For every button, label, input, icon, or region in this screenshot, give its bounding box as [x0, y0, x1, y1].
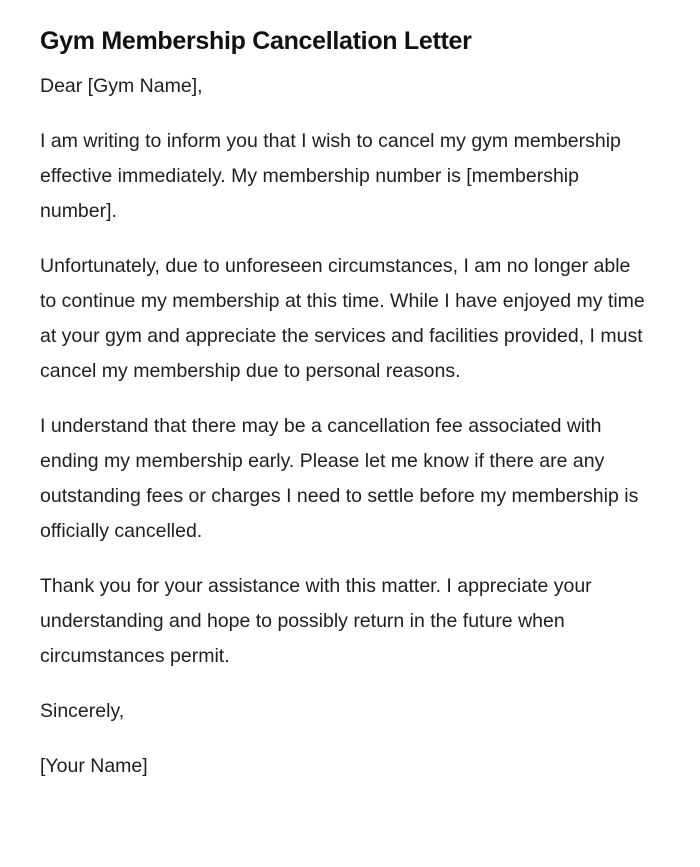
letter-salutation: Dear [Gym Name],	[40, 75, 203, 97]
letter-paragraph-1: I am writing to inform you that I wish to cancel my gym membership effective immediately. My membership number is [membership number].	[40, 130, 621, 222]
letter-paragraph-2: Unfortunately, due to unforeseen circumstances, I am no longer able to continue my membership at this time. While I have enjoyed my time at your gym and appreciate the services and facilities provided, I must cancel my membership due to personal reasons.	[40, 255, 645, 382]
letter-paragraph-3: I understand that there may be a cancellation fee associated with ending my membership early. Please let me know if there are any outstanding fees or charges I need to settle before my membership is officially cancelled.	[40, 415, 639, 542]
letter-document	[40, 24, 650, 784]
letter-title: Gym Membership Cancellation Letter	[40, 27, 472, 55]
letter-paragraph-4: Thank you for your assistance with this matter. I appreciate your understanding and hope to possibly return in the future when circumstances permit.	[40, 575, 592, 667]
letter-closing: Sincerely,	[40, 700, 125, 722]
letter-signature: [Your Name]	[40, 755, 148, 777]
